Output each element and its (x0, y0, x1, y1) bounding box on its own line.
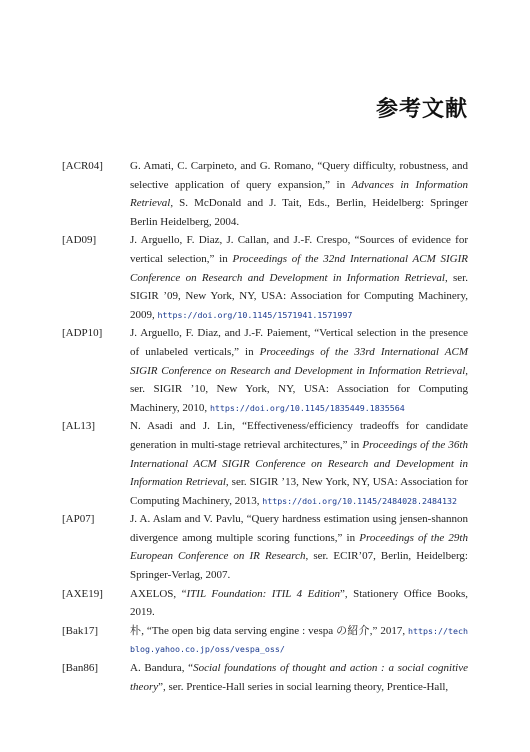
reference-text (130, 324, 468, 417)
reference-entry (62, 659, 468, 696)
reference-authors: N. Asadi and J. Lin, “Effectiveness/efficiency tradeoffs for candidate generation in multi-stage retrieval architectures,” in (130, 420, 468, 451)
reference-venue: Proceedings of the 36th International ACM SIGIR Conference on Research and Development in Information Retrieval (130, 438, 468, 489)
reference-entry (62, 157, 468, 231)
reference-text (130, 510, 468, 584)
reference-key: [Ban86] (62, 662, 99, 675)
reference-entry (62, 231, 468, 324)
reference-details: , ser. SIGIR ’13, New York, NY, USA: Association for Computing Machinery, 2013, (130, 476, 469, 507)
reference-text (130, 585, 468, 622)
reference-text (130, 417, 468, 510)
reference-venue: Social foundations of thought and action : a social cognitive theory (130, 662, 468, 693)
reference-key: [AD09] (62, 234, 97, 247)
reference-authors: J. Arguello, F. Diaz, and J.-F. Paiement, “Vertical selection in the presence of unlabeled verticals,” in (130, 327, 468, 358)
reference-doi-link[interactable]: https://doi.org/10.1145/1571941.1571997 (157, 309, 353, 320)
reference-venue: Proceedings of the 33rd International ACM SIGIR Conference on Research and Development in Information Retrieval (130, 345, 469, 377)
reference-details: , ser. SIGIR ’10, New York, NY, USA: Association for Computing Machinery, 2010, (130, 364, 468, 414)
reference-venue: Proceedings of the 29th European Conference on IR Research (130, 531, 468, 563)
reference-venue: Advances in Information Retrieval (130, 178, 468, 210)
reference-entry (62, 510, 468, 584)
page-title: 参考文献 (375, 97, 468, 122)
reference-url-link[interactable]: https://techblog.yahoo.co.jp/oss/vespa_oss/ (130, 625, 468, 655)
reference-details: , ser. SIGIR ’09, New York, NY, USA: Association for Computing Machinery, 2009, (130, 271, 468, 321)
reference-text (130, 659, 468, 696)
reference-key: [ACR04] (62, 160, 103, 172)
reference-text (130, 622, 468, 659)
reference-text (130, 157, 468, 231)
reference-entry (62, 622, 468, 659)
reference-venue: ITIL Foundation: ITIL 4 Edition (186, 587, 340, 600)
reference-authors: AXELOS, “ (130, 587, 187, 600)
reference-key: [AL13] (62, 420, 95, 433)
reference-authors: J. Arguello, F. Diaz, J. Callan, and J.-F. Crespo, “Sources of evidence for vertical selection,” in (130, 234, 468, 265)
reference-key: [ADP10] (62, 327, 103, 340)
reference-list (62, 157, 468, 696)
reference-details: , S. McDonald and J. Tait, Eds., Berlin, Heidelberg: Springer Berlin Heidelberg, 2004. (130, 197, 468, 228)
reference-authors: J. A. Aslam and V. Pavlu, “Query hardness estimation using jensen-shannon divergence among multiple scoring functions,” in (130, 513, 468, 544)
reference-entry (62, 324, 468, 417)
reference-key: [AXE19] (62, 587, 103, 600)
reference-entry (62, 417, 468, 510)
reference-authors: A. Bandura, “ (130, 662, 194, 675)
reference-key: [Bak17] (62, 624, 99, 637)
reference-details: , ser. ECIR’07, Berlin, Heidelberg: Springer-Verlag, 2007. (130, 550, 468, 582)
reference-doi-link[interactable]: https://doi.org/10.1145/2484028.2484132 (262, 495, 458, 506)
reference-authors: 朴, “The open big data serving engine : vespa の紹介,” 2017, (130, 624, 409, 637)
reference-key: [AP07] (62, 513, 95, 526)
reference-details: ”, Stationery Office Books, 2019. (130, 587, 468, 619)
reference-text (130, 231, 468, 324)
reference-venue: Proceedings of the 32nd International ACM SIGIR Conference on Research and Development in Information Retrieval (130, 252, 468, 284)
reference-doi-link[interactable]: https://doi.org/10.1145/1835449.1835564 (209, 402, 405, 413)
reference-authors: G. Amati, C. Carpineto, and G. Romano, “Query difficulty, robustness, and selective application of query expansion,” in (130, 160, 468, 191)
reference-details: ”, ser. Prentice-Hall series in social learning theory, Prentice-Hall, (158, 680, 449, 693)
reference-entry (62, 585, 468, 622)
